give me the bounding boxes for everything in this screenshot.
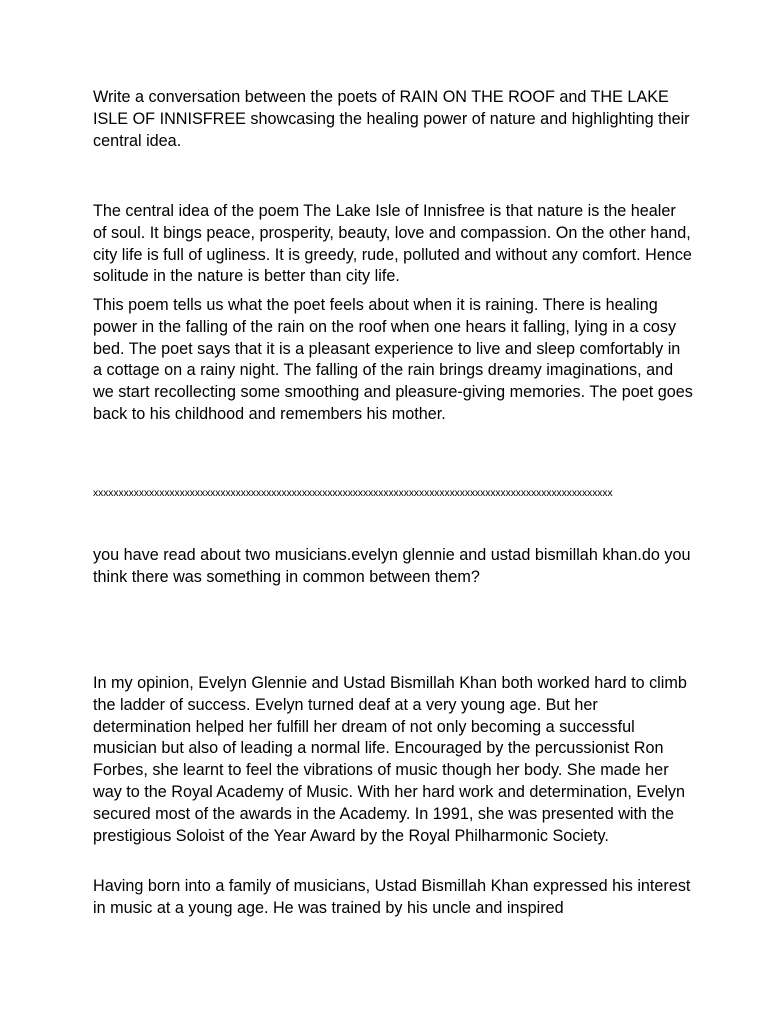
separator-line: xxxxxxxxxxxxxxxxxxxxxxxxxxxxxxxxxxxxxxxxxxxxxxxxxxxxxxxxxxxxxxxxxxxxxxxxxxxxxxxxxxxxxxxxxxxxxxxxxxxxxx — [93, 488, 613, 499]
answer-2-paragraph-2: Having born into a family of musicians, Ustad Bismillah Khan expressed his interest in music at a young age. He was trained by his uncle and inspired — [93, 877, 691, 917]
answer-2-paragraph-1: In my opinion, Evelyn Glennie and Ustad Bismillah Khan both worked hard to climb the ladder of success. Evelyn turned deaf at a very young age. But her determination helped her fulfill her dream of not only becoming a successful musician but also of leading a normal life. Encouraged by the percussionist Ron Forbes, she learnt to feel the vibrations of music though her body. She made her way to the Royal Academy of Music. With her hard work and determination, Evelyn secured most of the awards in the Academy. In 1991, she was presented with the prestigious Soloist of the Year Award by the Royal Philharmonic Society. — [93, 674, 687, 845]
question-1: Write a conversation between the poets of RAIN ON THE ROOF and THE LAKE ISLE OF INNISFREE showcasing the healing power of nature and highlighting their central idea. — [93, 88, 690, 150]
question-2: you have read about two musicians.evelyn glennie and ustad bismillah khan.do you think there was something in common between them? — [93, 546, 691, 586]
answer-1-paragraph-1: The central idea of the poem The Lake Isle of Innisfree is that nature is the healer of soul. It bings peace, prosperity, beauty, love and compassion. On the other hand, city life is full of ugliness. It is greedy, rude, polluted and without any comfort. Hence solitude in the nature is better than city life. — [93, 202, 692, 286]
answer-1-paragraph-2: This poem tells us what the poet feels about when it is raining. There is healing power in the falling of the rain on the roof when one hears it falling, lying in a cosy bed. The poet says that it is a pleasant experience to live and sleep comfortably in a cottage on a rainy night. The falling of the rain brings dreamy imaginations, and we start recollecting some smoothing and pleasure-giving memories. The poet goes back to his childhood and remembers his mother. — [93, 296, 693, 423]
